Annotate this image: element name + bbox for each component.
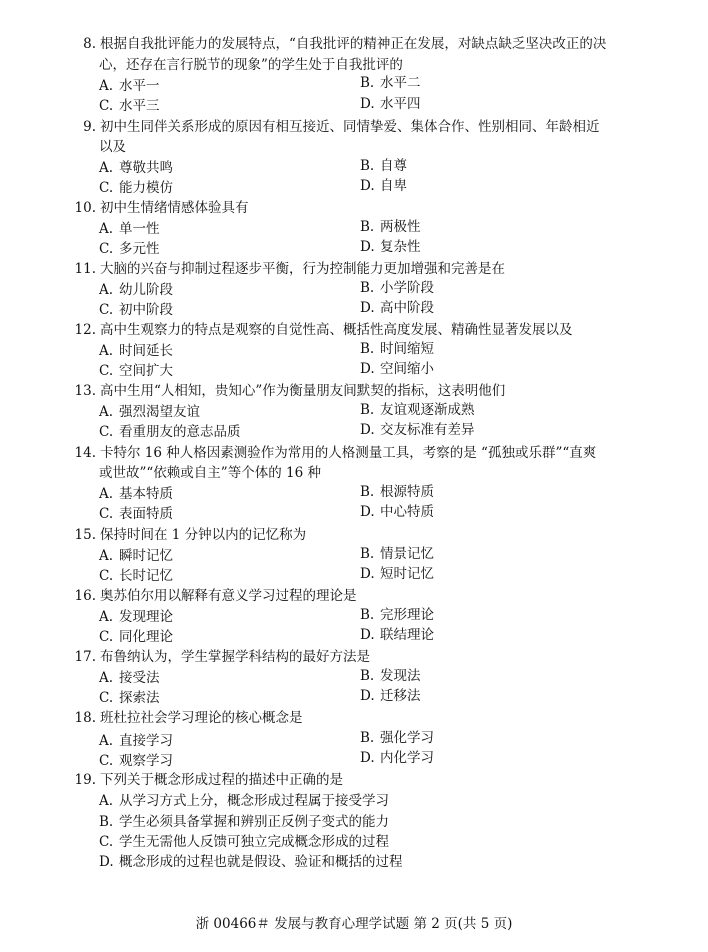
q15-option-a[interactable]: A. 瞬时记忆 <box>99 548 173 564</box>
question-10-stem: 10. 初中生情绪情感体验具有 <box>74 200 249 216</box>
q16-option-a[interactable]: A. 发现理论 <box>99 609 173 625</box>
q17-option-d[interactable]: D. 迁移法 <box>360 688 421 704</box>
q10-option-c[interactable]: C. 多元性 <box>99 241 160 257</box>
q14-option-c[interactable]: C. 表面特质 <box>99 506 173 522</box>
q13-option-a[interactable]: A. 强烈渴望友谊 <box>99 404 200 420</box>
q9-option-a[interactable]: A. 尊敬共鸣 <box>99 160 173 176</box>
q11-option-a[interactable]: A. 幼儿阶段 <box>99 282 173 298</box>
q14-option-b[interactable]: B. 根源特质 <box>360 484 434 500</box>
q17-option-c[interactable]: C. 探索法 <box>99 690 160 706</box>
q18-option-d[interactable]: D. 内化学习 <box>360 750 434 766</box>
q18-option-c[interactable]: C. 观察学习 <box>99 753 173 769</box>
question-17-stem: 17. 布鲁纳认为，学生掌握学科结构的最好方法是 <box>74 649 370 665</box>
q19-option-d[interactable]: D. 概念形成的过程也就是假设、验证和概括的过程 <box>99 854 403 870</box>
question-13-stem: 13. 高中生用“人相知，贵知心”作为衡量朋友间默契的指标，这表明他们 <box>74 383 506 399</box>
q8-option-b[interactable]: B. 水平二 <box>360 75 421 91</box>
question-9-stem: 9. 初中生同伴关系形成的原因有相互接近、同情挚爱、集体合作、性别相同、年龄相近 <box>83 119 600 135</box>
q18-option-a[interactable]: A. 直接学习 <box>99 733 173 749</box>
q10-option-d[interactable]: D. 复杂性 <box>360 239 421 255</box>
q12-option-b[interactable]: B. 时间缩短 <box>360 341 434 357</box>
q13-option-c[interactable]: C. 看重朋友的意志品质 <box>99 424 241 440</box>
q10-option-a[interactable]: A. 单一性 <box>99 221 160 237</box>
question-9-stem-cont: 以及 <box>99 139 126 155</box>
q8-option-a[interactable]: A. 水平一 <box>99 78 160 94</box>
q13-option-d[interactable]: D. 交友标准有差异 <box>360 422 475 438</box>
q19-option-a[interactable]: A. 从学习方式上分，概念形成过程属于接受学习 <box>99 793 389 809</box>
question-14-stem-cont: 或世故”“依赖或自主”等个体的 16 种 <box>99 465 321 481</box>
q9-option-d[interactable]: D. 自卑 <box>360 178 407 194</box>
question-8-stem: 8. 根据自我批评能力的发展特点，“自我批评的精神正在发展，对缺点缺乏坚决改正的决 <box>83 36 607 52</box>
q11-option-c[interactable]: C. 初中阶段 <box>99 302 173 318</box>
q16-option-c[interactable]: C. 同化理论 <box>99 629 173 645</box>
q12-option-c[interactable]: C. 空间扩大 <box>99 363 173 379</box>
q16-option-d[interactable]: D. 联结理论 <box>360 627 434 643</box>
q15-option-c[interactable]: C. 长时记忆 <box>99 568 173 584</box>
q19-option-c[interactable]: C. 学生无需他人反馈可独立完成概念形成的过程 <box>99 834 389 850</box>
q12-option-a[interactable]: A. 时间延长 <box>99 343 173 359</box>
q15-option-b[interactable]: B. 情景记忆 <box>360 546 434 562</box>
q8-option-c[interactable]: C. 水平三 <box>99 98 160 114</box>
question-11-stem: 11. 大脑的兴奋与抑制过程逐步平衡，行为控制能力更加增强和完善是在 <box>74 261 505 277</box>
question-15-stem: 15. 保持时间在 1 分钟以内的记忆称为 <box>74 527 307 543</box>
q17-option-a[interactable]: A. 接受法 <box>99 670 160 686</box>
question-8-stem-cont: 心，还存在言行脱节的现象”的学生处于自我批评的 <box>99 57 403 73</box>
question-16-stem: 16. 奥苏伯尔用以解释有意义学习过程的理论是 <box>74 588 357 604</box>
q12-option-d[interactable]: D. 空间缩小 <box>360 361 434 377</box>
q13-option-b[interactable]: B. 友谊观逐渐成熟 <box>360 402 475 418</box>
question-18-stem: 18. 班杜拉社会学习理论的核心概念是 <box>74 710 303 726</box>
q9-option-c[interactable]: C. 能力模仿 <box>99 180 173 196</box>
q11-option-d[interactable]: D. 高中阶段 <box>360 300 434 316</box>
q19-option-b[interactable]: B. 学生必须具备掌握和辨别正反例子变式的能力 <box>99 814 389 830</box>
q18-option-b[interactable]: B. 强化学习 <box>360 730 434 746</box>
question-14-stem: 14. 卡特尔 16 种人格因素测验作为常用的人格测量工具，考察的是 “孤独或乐群”“直爽 <box>74 445 597 461</box>
q8-option-d[interactable]: D. 水平四 <box>360 96 421 112</box>
question-19-stem: 19. 下列关于概念形成过程的描述中正确的是 <box>74 772 343 788</box>
q10-option-b[interactable]: B. 两极性 <box>360 219 421 235</box>
page-footer: 浙 00466＃ 发展与教育心理学试题 第 2 页(共 5 页) <box>195 916 513 932</box>
q16-option-b[interactable]: B. 完形理论 <box>360 607 434 623</box>
q15-option-d[interactable]: D. 短时记忆 <box>360 566 434 582</box>
question-12-stem: 12. 高中生观察力的特点是观察的自觉性高、概括性高度发展、精确性显著发展以及 <box>74 322 573 338</box>
q17-option-b[interactable]: B. 发现法 <box>360 668 421 684</box>
q9-option-b[interactable]: B. 自尊 <box>360 158 407 174</box>
q14-option-d[interactable]: D. 中心特质 <box>360 504 434 520</box>
q14-option-a[interactable]: A. 基本特质 <box>99 486 173 502</box>
q11-option-b[interactable]: B. 小学阶段 <box>360 280 434 296</box>
